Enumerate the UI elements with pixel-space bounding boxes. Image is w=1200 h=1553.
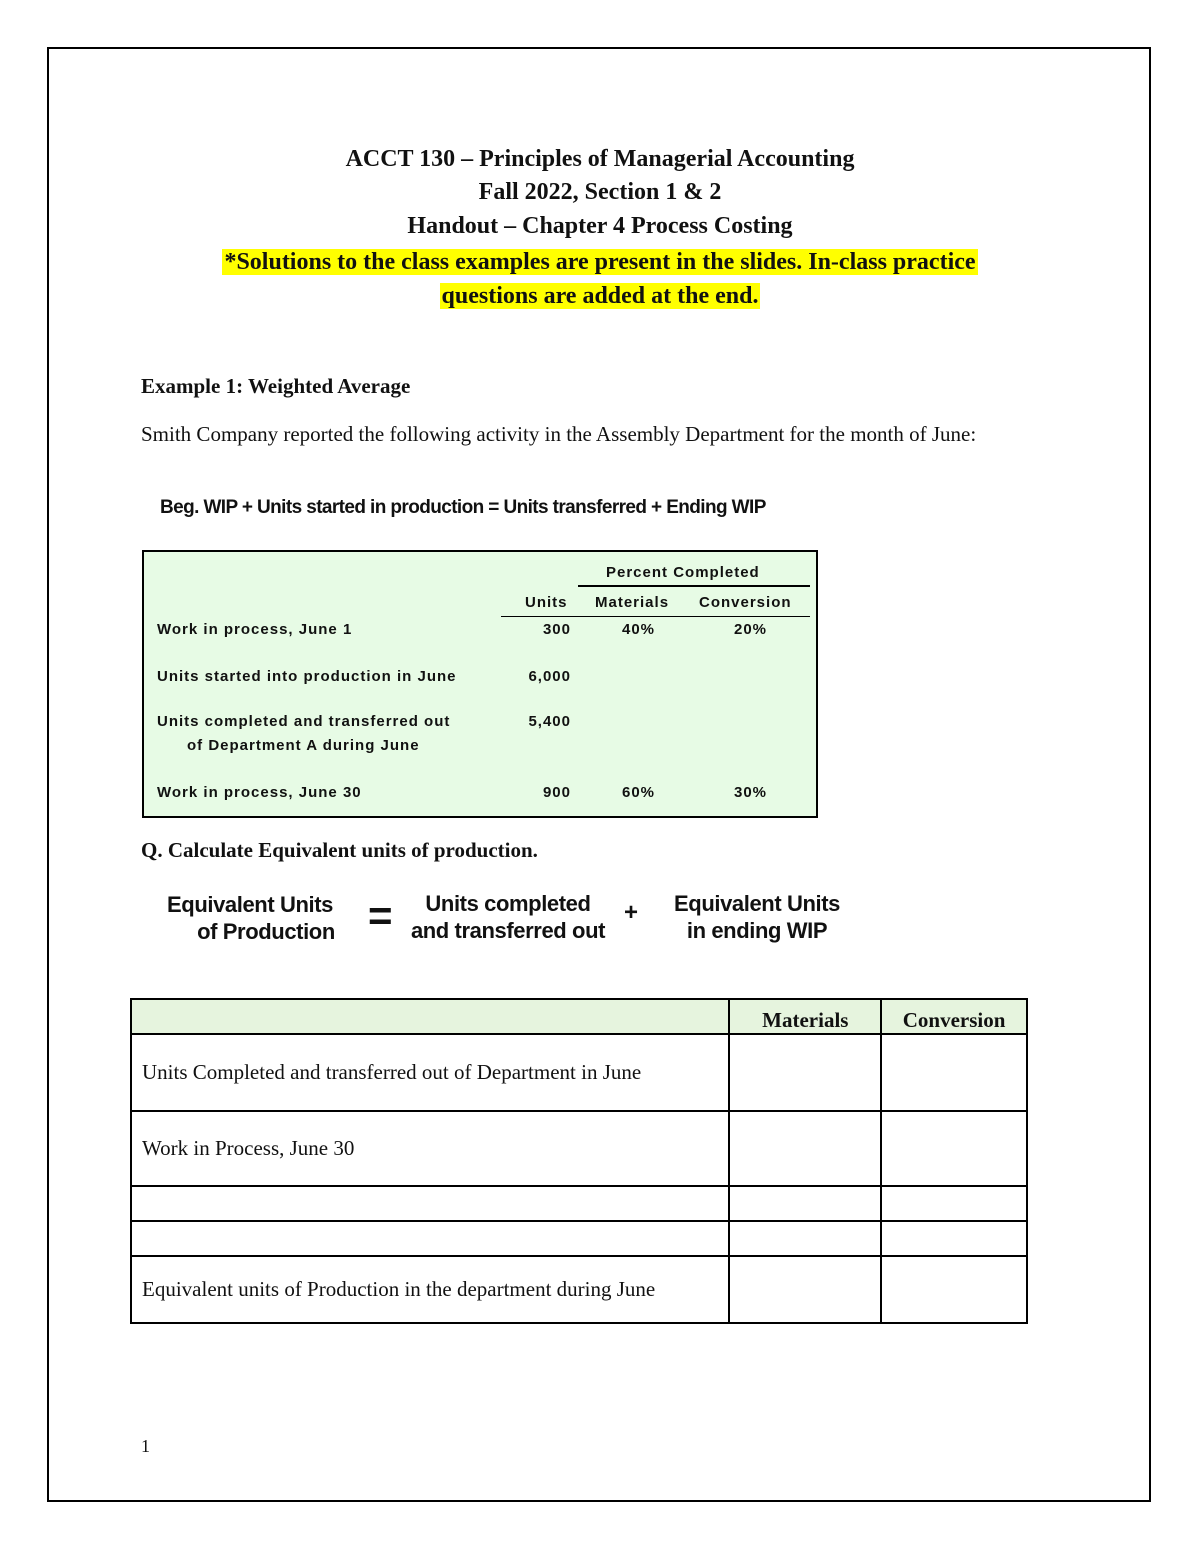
- conversion-answer-cell[interactable]: [881, 1256, 1027, 1323]
- units-column-header: Units: [525, 594, 568, 611]
- row-label: Units started into production in June: [157, 668, 457, 685]
- conversion-column-header: Conversion: [699, 594, 792, 611]
- row-materials: 40%: [622, 621, 656, 638]
- equation-left-line2: of Production: [197, 919, 335, 944]
- row-label-cell: Equivalent units of Production in the department during June: [131, 1256, 729, 1323]
- row-label: Work in process, June 30: [157, 784, 362, 801]
- materials-answer-cell[interactable]: [729, 1221, 881, 1256]
- conversion-answer-cell[interactable]: [881, 1221, 1027, 1256]
- activity-table: [142, 550, 818, 818]
- percent-completed-header: Percent Completed: [606, 564, 760, 581]
- course-title: ACCT 130 – Principles of Managerial Accounting: [345, 146, 855, 172]
- example-intro: Smith Company reported the following activity in the Assembly Department for the month of June:: [141, 422, 977, 446]
- row-label: Work in process, June 1: [157, 621, 353, 638]
- conversion-header: Conversion: [881, 999, 1027, 1034]
- row-label-cell: [131, 1186, 729, 1221]
- equation-middle-term: [393, 890, 623, 944]
- highlight-note-line1: *Solutions to the class examples are present in the slides. In-class practice: [224, 249, 976, 275]
- equation-right-line2: in ending WIP: [686, 918, 828, 943]
- table-row: [131, 1256, 1027, 1323]
- row-units: 6,000: [528, 668, 571, 685]
- equation-left-term: [150, 891, 350, 945]
- materials-answer-cell[interactable]: [729, 1256, 881, 1323]
- row-conversion: 30%: [734, 784, 768, 801]
- header-blank-cell: [131, 999, 729, 1034]
- handout-title: Handout – Chapter 4 Process Costing: [407, 213, 793, 239]
- row-units: 5,400: [528, 713, 571, 730]
- row-label: Units completed and transferred out: [157, 713, 451, 730]
- table-row: [131, 1111, 1027, 1186]
- equation-left-line1: Equivalent Units: [167, 892, 333, 917]
- equivalent-units-table: [130, 998, 1028, 1324]
- page-number: 1: [141, 1436, 150, 1456]
- equation-right-line1: Equivalent Units: [674, 891, 840, 916]
- materials-header: Materials: [729, 999, 881, 1034]
- materials-answer-cell[interactable]: [729, 1111, 881, 1186]
- materials-answer-cell[interactable]: [729, 1186, 881, 1221]
- table-row: [131, 1186, 1027, 1221]
- highlight-note-line2: questions are added at the end.: [441, 283, 759, 309]
- conversion-answer-cell[interactable]: [881, 1186, 1027, 1221]
- equation-middle-line2: and transferred out: [410, 918, 606, 943]
- row-label-continued: of Department A during June: [187, 737, 420, 754]
- row-label-cell: Units Completed and transferred out of Department in June: [131, 1034, 729, 1111]
- conversion-answer-cell[interactable]: [881, 1034, 1027, 1111]
- term-section: Fall 2022, Section 1 & 2: [478, 179, 722, 205]
- materials-answer-cell[interactable]: [729, 1034, 881, 1111]
- table-row: [131, 1221, 1027, 1256]
- row-materials: 60%: [622, 784, 656, 801]
- column-header-rule: [501, 616, 810, 617]
- question-text: Q. Calculate Equivalent units of production.: [141, 838, 538, 862]
- equals-sign: =: [368, 892, 393, 939]
- materials-column-header: Materials: [595, 594, 670, 611]
- table-header-row: [131, 999, 1027, 1034]
- equation-middle-line1: Units completed: [425, 891, 591, 916]
- conversion-answer-cell[interactable]: [881, 1111, 1027, 1186]
- group-header-rule: [578, 585, 810, 587]
- row-label-cell: [131, 1221, 729, 1256]
- equation-right-term: [657, 890, 857, 944]
- row-units: 300: [542, 621, 571, 638]
- row-units: 900: [542, 784, 571, 801]
- row-conversion: 20%: [734, 621, 768, 638]
- units-flow-formula: Beg. WIP + Units started in production = Units transferred + Ending WIP: [160, 497, 766, 518]
- table-row: [131, 1034, 1027, 1111]
- example-title: Example 1: Weighted Average: [141, 374, 411, 398]
- row-label-cell: Work in Process, June 30: [131, 1111, 729, 1186]
- plus-sign: +: [624, 899, 639, 926]
